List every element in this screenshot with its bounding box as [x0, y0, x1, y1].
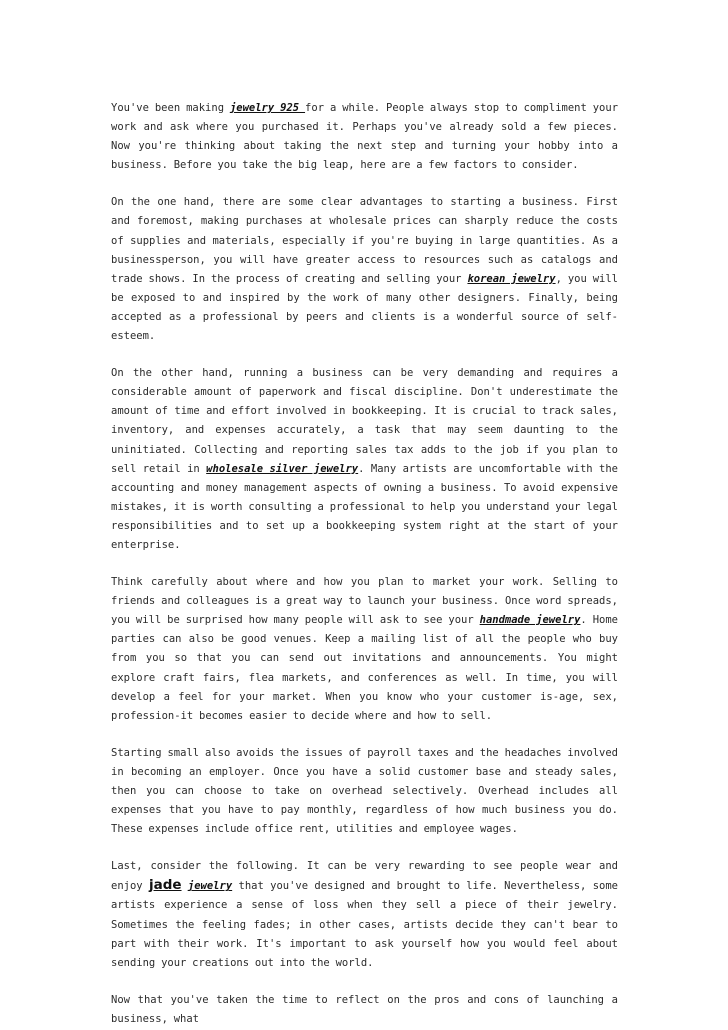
paragraph-text: On the one hand, there are some clear advantages to starting a business. First and foremost, making purchases at wholesale prices can sharply reduce the costs of supplies and materials, especially if you're buying in large quantities. As a businessperson, you will have greater access to resources such as catalogs and trade shows. In the process of creating and selling your — [111, 196, 618, 285]
keyword-link[interactable]: jewelry 925 — [229, 102, 306, 114]
paragraph-spacer — [111, 973, 618, 991]
keyword-link[interactable]: jewelry — [187, 880, 233, 893]
paragraph-text: On the other hand, running a business can be very demanding and requires a considerable amount of paperwork and fiscal discipline. Don't underestimate the amount of time and effort involved in bookkeeping. It is crucial to track sales, inventory, and expenses accurately, a task that may seem daunting to the uninitiated. Collecting and reporting sales tax adds to the job if you plan to sell retail in — [111, 367, 618, 475]
paragraph-text: You've been making — [111, 102, 230, 114]
paragraph-spacer — [111, 726, 618, 744]
paragraph — [111, 857, 618, 973]
paragraph-spacer — [111, 175, 618, 193]
paragraph — [111, 991, 618, 1029]
paragraph-text: Now that you've taken the time to reflect on the pros and cons of launching a business, what — [111, 993, 618, 1025]
paragraph-text: , you will be exposed to and inspired by the work of many other designers. Finally, being accepted as a professional by peers and clients is a wonderful source of self-esteem. — [111, 272, 618, 343]
paragraph — [111, 573, 618, 726]
paragraph — [111, 99, 618, 175]
paragraph-spacer — [111, 839, 618, 857]
paragraph-text: Think carefully about where and how you plan to market your work. Selling to friends and colleagues is a great way to launch your business. Once word spreads, you will be surprised how many people will ask to see your — [111, 576, 618, 627]
paragraph-spacer — [111, 555, 618, 573]
paragraph-text: . Home parties can also be good venues. Keep a mailing list of all the people who buy from you so that you can send out invitations and announcements. You might explore craft fairs, flea markets, and conferences as well. In time, you will develop a feel for your market. When you know who your customer is-age, sex, profession-it becomes easier to decide where and how to sell. — [111, 614, 618, 722]
paragraph-text: for a while. People always stop to compliment your work and ask where you purchased it. Perhaps you've already sold a few pieces. Now you're thinking about taking the next step and turning your hobby into a business. Before you take the big leap, here are a few factors to consider. — [111, 102, 619, 172]
keyword-link[interactable]: jade — [148, 877, 182, 894]
keyword-link[interactable]: wholesale silver jewelry — [206, 462, 359, 475]
paragraph-text: Last, consider the following. It can be very rewarding to see people wear and enjoy — [111, 860, 618, 893]
paragraph — [111, 193, 618, 346]
paragraph-text: that you've designed and brought to life. Nevertheless, some artists experience a sense of loss when they sell a piece of their jewelry. Sometimes the feeling fades; in other cases, artists decide they can't bear to part with their work. It's important to ask yourself how you would feel about sending your creations out into the world. — [111, 880, 618, 969]
paragraph-text: Starting small also avoids the issues of payroll taxes and the headaches involved in becoming an employer. Once you have a solid customer base and steady sales, then you can choose to take on overhead selectively. Overhead includes all expenses that you have to pay monthly, regardless of how much business you do. These expenses include office rent, utilities and employee wages. — [111, 746, 618, 836]
paragraph-spacer — [111, 346, 618, 364]
document-body — [111, 99, 618, 1029]
paragraph — [111, 744, 618, 839]
keyword-link[interactable]: handmade jewelry — [479, 614, 581, 627]
keyword-link[interactable]: korean jewelry — [467, 272, 556, 285]
paragraph — [111, 364, 618, 555]
paragraph-text: . Many artists are uncomfortable with the accounting and money management aspects of owning a business. To avoid expensive mistakes, it is worth consulting a professional to help you understand your legal responsibilities and to set up a bookkeeping system right at the start of your enterprise. — [111, 462, 618, 551]
